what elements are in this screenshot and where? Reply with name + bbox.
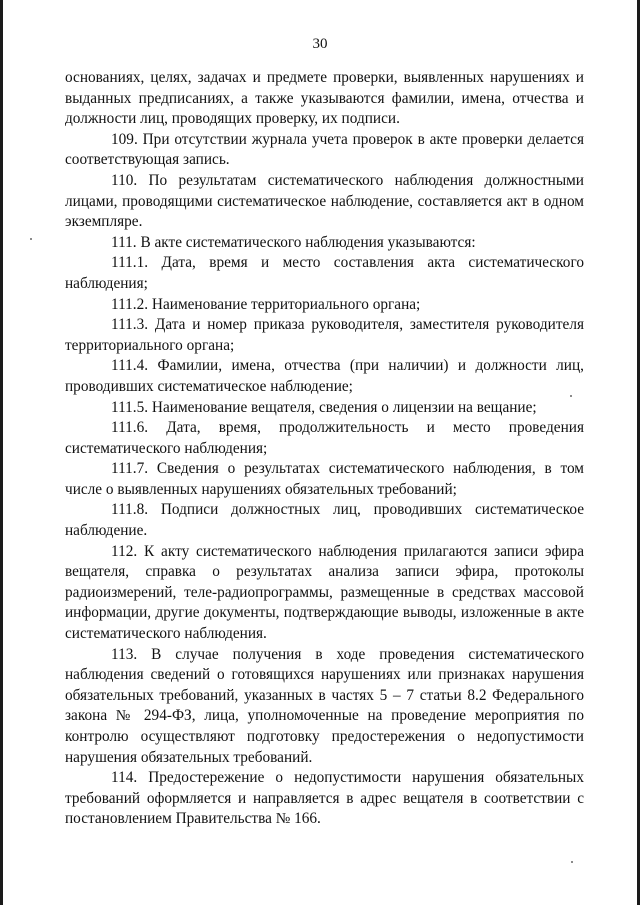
paragraph-111-8: 111.8. Подписи должностных лиц, проводивших систематическое наблюдение. (65, 501, 584, 540)
paragraph-111-2: 111.2. Наименование территориального органа; (111, 295, 421, 313)
document-body (65, 68, 584, 830)
page-number: 30 (312, 36, 328, 52)
scan-speck (571, 861, 573, 863)
paragraph-111-6: 111.6. Дата, время, продолжительность и место проведения систематического наблюдения; (65, 419, 584, 457)
paragraph-continuation: основаниях, целях, задачах и предмете проверки, выявленных нарушениях и выданных предписаниях, а также указываются фамилии, имена, отчества и должности лиц, проводящих проверку, их подписи. (65, 69, 584, 128)
paragraph-109: 109. При отсутствии журнала учета проверок в акте проверки делается соответствующая запись. (65, 130, 584, 169)
scan-speck (570, 395, 572, 397)
paragraph-110: 110. По результатам систематического наблюдения должностными лицами, проводящими систематическое наблюдение, составляется акт в одном экземпляре. (65, 171, 584, 231)
paragraph-113: 113. В случае получения в ходе проведения систематического наблюдения сведений о готовящихся нарушениях или признаках нарушения обязательных требований, указанных в частях 5 – 7 статьи 8.2 Федерального закона № 294-ФЗ, лица, уполномоченные на проведение мероприятия по контролю осуществляют подготовку предостережения о недопустимости нарушения обязательных требований. (65, 645, 584, 766)
scan-speck (30, 238, 32, 240)
paragraph-111-7: 111.7. Сведения о результатах систематического наблюдения, в том числе о выявленных нарушениях обязательных требований; (65, 460, 584, 498)
paragraph-111: 111. В акте систематического наблюдения указываются: (111, 233, 476, 251)
paragraph-111-5: 111.5. Наименование вещателя, сведения о лицензии на вещание; (111, 398, 537, 416)
paragraph-114: 114. Предостережение о недопустимости нарушения обязательных требований оформляется и направляется в адрес вещателя в соответствии с постановлением Правительства № 166. (65, 769, 584, 828)
paragraph-111-1: 111.1. Дата, время и место составления акта систематического наблюдения; (65, 254, 584, 292)
paragraph-111-3: 111.3. Дата и номер приказа руководителя, заместителя руководителя территориального органа; (65, 316, 584, 354)
paragraph-111-4: 111.4. Фамилии, имена, отчества (при наличии) и должности лиц, проводивших систематическое наблюдение; (65, 357, 584, 395)
paragraph-112: 112. К акту систематического наблюдения прилагаются записи эфира вещателя, справка о результатах анализа записи эфира, протоколы радиоизмерений, теле-радиопрограммы, размещенные в средствах массовой информации, другие документы, подтверждающие выводы, изложенные в акте систематического наблюдения. (65, 542, 584, 643)
